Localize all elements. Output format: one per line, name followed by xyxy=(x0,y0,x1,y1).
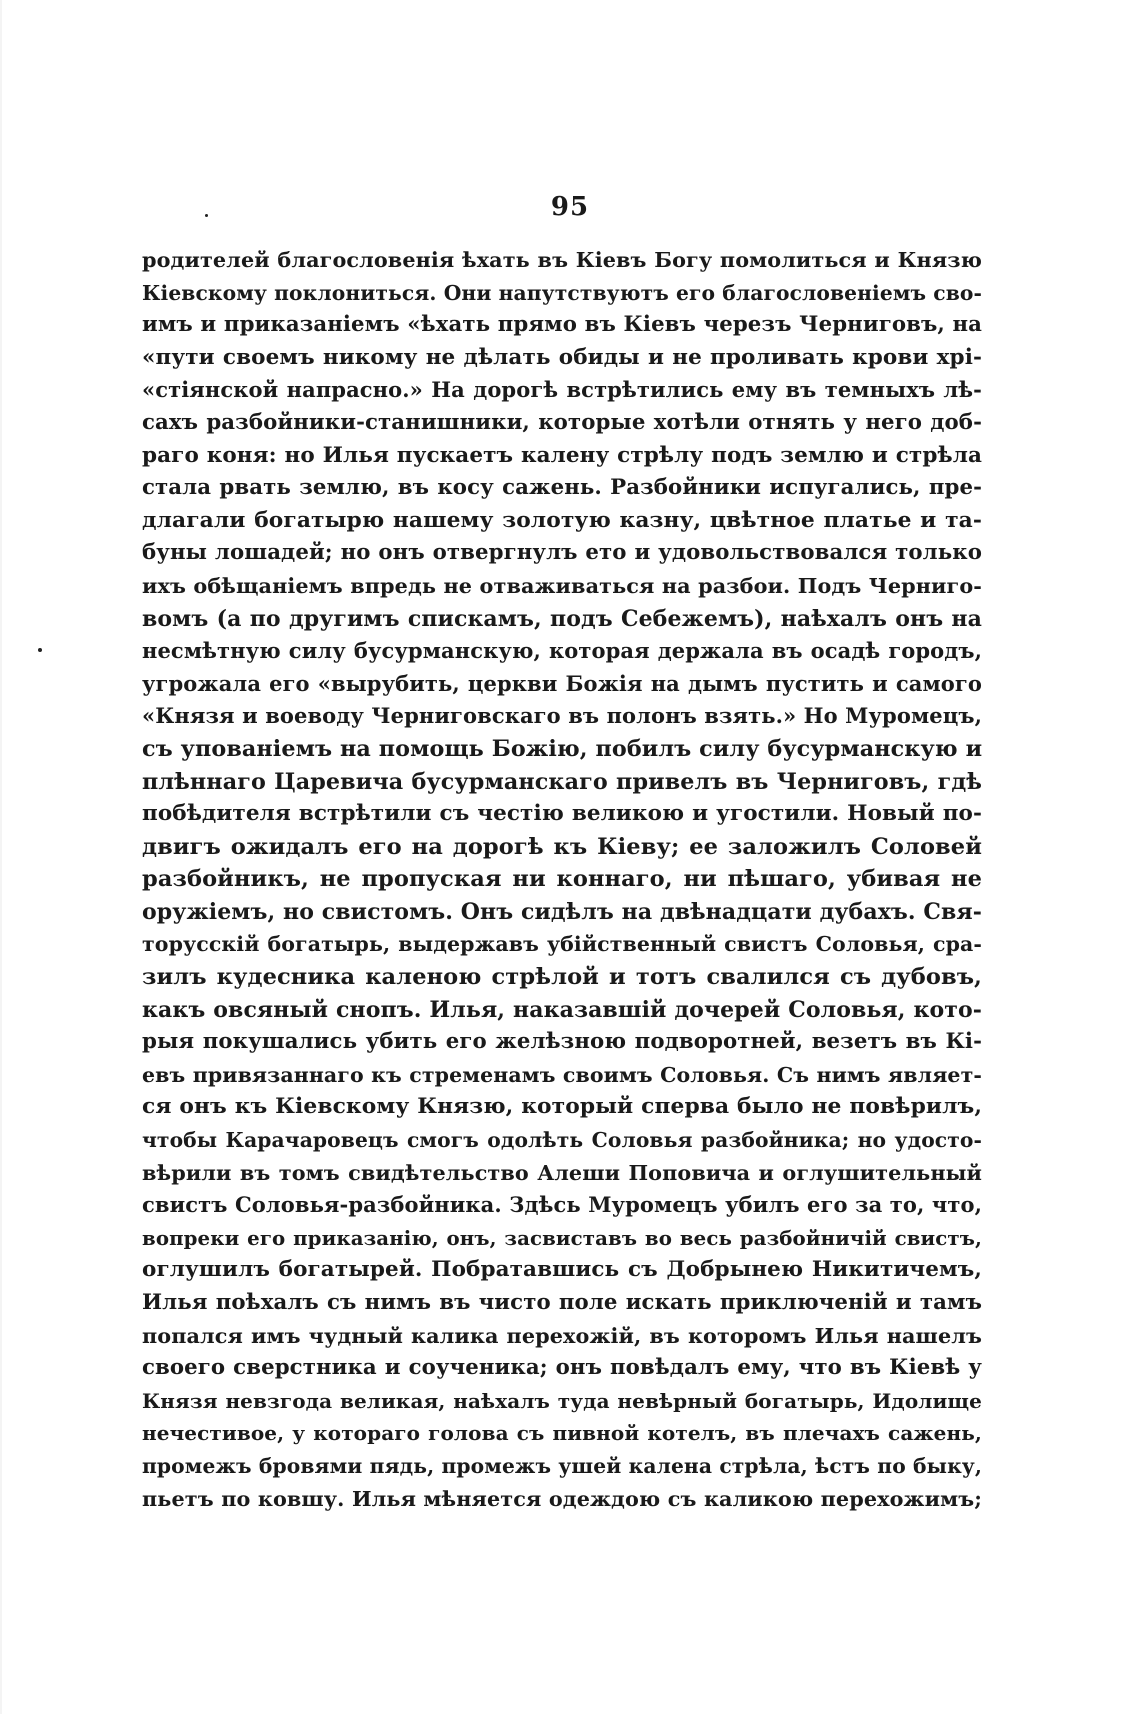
text-line: разбойникъ, не пропуская ни коннаго, ни пѣшаго, убивая не xyxy=(142,866,982,893)
text-line: евъ привязаннаго къ стременамъ своимъ Соловья. Съ нимъ являет- xyxy=(142,1062,982,1087)
text-line: угрожала его «вырубить, церкви Божія на дымъ пустить и самого xyxy=(142,670,982,696)
text-line: двигъ ожидалъ его на дорогѣ къ Кіеву; ее заложилъ Соловей xyxy=(142,833,982,860)
text-line: нечестивое, у котораго голова съ пивной котелъ, въ плечахъ сажень, xyxy=(142,1421,982,1446)
scan-speck xyxy=(205,214,208,217)
text-line: вѣрили въ томъ свидѣтельство Алеши Поповича и оглушительный xyxy=(142,1160,982,1185)
text-line: свистъ Соловья-разбойника. Здѣсь Муромецъ убилъ его за то, что, xyxy=(142,1192,982,1218)
text-line: попался имъ чудный калика перехожій, въ которомъ Илья нашелъ xyxy=(142,1323,982,1348)
scan-speck xyxy=(38,648,42,652)
text-line: чтобы Карачаровецъ смогъ одолѣть Соловья разбойника; но удосто- xyxy=(142,1128,982,1153)
text-line: торусскій богатырь, выдержавъ убійственный свистъ Соловья, сра- xyxy=(142,932,982,957)
text-line: ихъ обѣщаніемъ впредь не отваживаться на разбои. Подъ Чернигo- xyxy=(142,573,982,598)
text-line: зилъ кудесника каленою стрѣлой и тотъ свалился съ дубовъ, xyxy=(142,964,982,991)
text-line: оружіемъ, но свистомъ. Онъ сидѣлъ на двѣнадцати дубахъ. Свя- xyxy=(142,898,982,925)
text-line: промежъ бровями пядь, промежъ ушей калена стрѣла, ѣстъ по быку, xyxy=(142,1453,982,1478)
page-number: 95 xyxy=(550,192,590,222)
text-line: имъ и приказаніемъ «ѣхать прямо въ Кіевъ черезъ Черниговъ, на xyxy=(142,312,982,338)
text-line: Илья поѣхалъ съ нимъ въ чисто поле искать приключеній и тамъ xyxy=(142,1290,982,1315)
text-line: ся онъ къ Кіевскому Князю, который сперва было не повѣрилъ, xyxy=(142,1094,982,1120)
text-line: буны лошадей; но онъ отвергнулъ ето и удовольствовался только xyxy=(142,540,982,566)
text-line: сахъ разбойники-станишники, которые хотѣли отнять у него доб- xyxy=(142,409,982,435)
text-line: стала рвать землю, въ косу сажень. Разбойники испугались, пре- xyxy=(142,475,982,501)
text-line: раго коня: но Илья пускаетъ калену стрѣлу подъ землю и стрѣла xyxy=(142,442,982,468)
body-text xyxy=(142,244,982,1515)
text-line: пьетъ по ковшу. Илья мѣняется одеждою съ каликою перехожимъ; xyxy=(142,1486,982,1511)
text-line: оглушилъ богатырей. Побратавшись съ Добрынею Никитичемъ, xyxy=(142,1257,982,1283)
text-line: родителей благословенія ѣхать въ Кіевъ Богу помолиться и Князю xyxy=(142,248,982,272)
text-line: съ упованіемъ на помощь Божію, побилъ силу бусурманскую и xyxy=(142,735,983,762)
text-line: «стіянской напрасно.» На дорогѣ встрѣтились ему въ темныхъ лѣ- xyxy=(142,377,982,403)
text-line: Князя невзгода великая, наѣхалъ туда невѣрный богатырь, Идолище xyxy=(142,1388,982,1413)
text-line: плѣннаго Царевича бусурманскаго привелъ въ Черниговъ, гдѣ xyxy=(142,768,982,795)
scan-edge xyxy=(0,0,2,1714)
text-line: «Князя и воеводу Черниговскаго въ полонъ взять.» Но Муромецъ, xyxy=(142,703,982,729)
text-line: какъ овсяный снопъ. Илья, наказавшій дочерей Соловья, кото- xyxy=(142,996,982,1023)
text-line: Кіевскому поклониться. Они напутствуютъ его благословеніемъ сво- xyxy=(142,280,983,305)
text-line: своего сверстника и соученика; онъ повѣдалъ ему, что въ Кіевѣ у xyxy=(142,1355,982,1381)
text-line: длагали богатырю нашему золотую казну, цвѣтное платье и та- xyxy=(142,507,982,533)
text-line: «пути своемъ никому не дѣлать обиды и не проливать крови хрі- xyxy=(142,344,982,370)
text-line: рыя покушались убить его желѣзною подворотней, везетъ въ Кі- xyxy=(142,1029,982,1055)
text-line: несмѣтную силу бусурманскую, которая держала въ осадѣ городъ, xyxy=(142,638,982,664)
text-line: побѣдителя встрѣтили съ честію великою и угостили. Новый по- xyxy=(142,801,982,827)
text-line: вопреки его приказанію, онъ, засвиставъ во весь разбойничій свистъ, xyxy=(142,1225,982,1250)
text-line: вомъ (а по другимъ спискамъ, подъ Себежемъ), наѣхалъ онъ на xyxy=(142,605,982,632)
